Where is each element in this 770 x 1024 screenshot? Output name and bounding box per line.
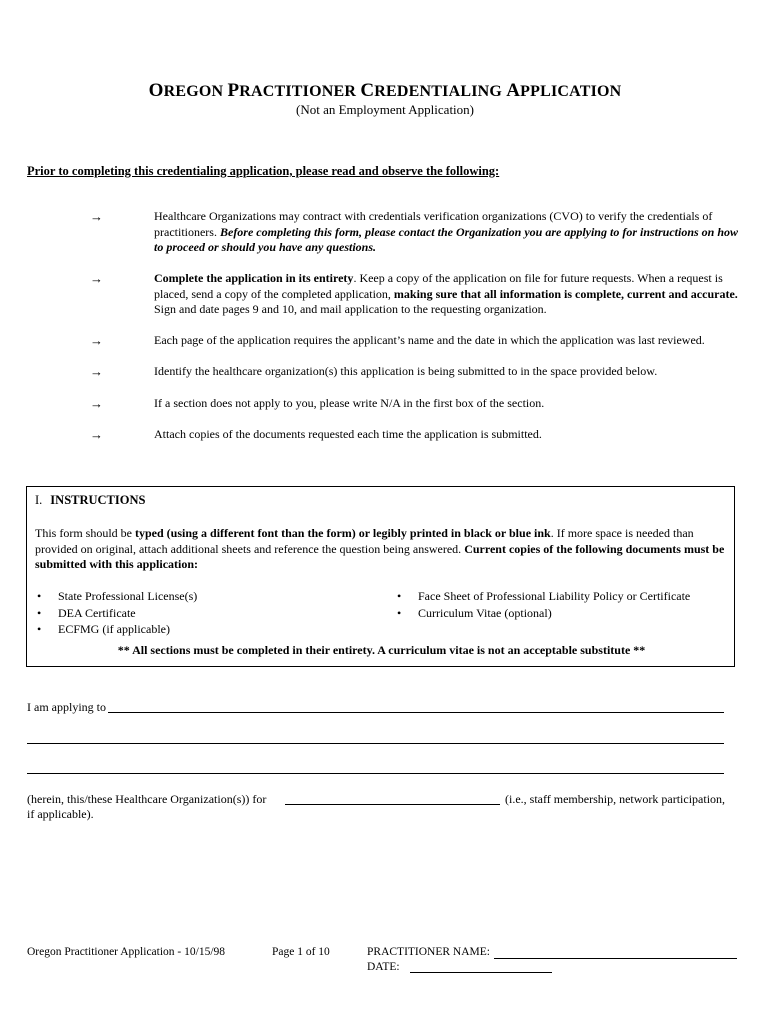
right-arrow-icon: → bbox=[90, 209, 103, 224]
list-item: • DEA Certificate bbox=[35, 605, 197, 622]
bullet-text: Each page of the application requires the applicant’s name and the date in which the application was last reviewed. bbox=[154, 333, 705, 347]
date-field[interactable] bbox=[410, 972, 552, 973]
purpose-example-label-cont: if applicable). bbox=[27, 807, 94, 821]
footer-page-number: Page 1 of 10 bbox=[272, 946, 330, 958]
footer-app-version: Oregon Practitioner Application - 10/15/98 bbox=[27, 946, 226, 958]
right-arrow-icon: → bbox=[90, 364, 103, 379]
right-arrow-icon: → bbox=[90, 427, 103, 442]
list-item: • ECFMG (if applicable) bbox=[35, 621, 197, 638]
right-arrow-icon: → bbox=[90, 271, 103, 286]
bullet-text: Attach copies of the documents requested each time the application is submitted. bbox=[154, 427, 542, 441]
applying-to-field-line-2[interactable] bbox=[27, 743, 724, 744]
bullet-text: Identify the healthcare organization(s) this application is being submitted to in the space provided below. bbox=[154, 364, 658, 378]
list-item: • Face Sheet of Professional Liability Policy or Certificate bbox=[395, 588, 690, 605]
right-arrow-icon: → bbox=[90, 333, 103, 348]
purpose-example-label: (i.e., staff membership, network participation, bbox=[505, 792, 726, 806]
page-title bbox=[0, 80, 770, 102]
practitioner-name-field[interactable] bbox=[494, 958, 737, 959]
right-arrow-icon: → bbox=[90, 396, 103, 411]
page-subtitle: (Not an Employment Application) bbox=[296, 102, 474, 117]
required-docs-list-right bbox=[395, 588, 690, 621]
bullet-text: If a section does not apply to you, please write N/A in the first box of the section. bbox=[154, 396, 545, 410]
instructions-paragraph: This form should be typed (using a different font than the form) or legibly printed in black or blue ink. If more space is needed than provided on original, attach additional sheets and reference the question being answered. Current copies of the following documents must be submitted with this application: bbox=[35, 526, 725, 571]
all-sections-note: ** All sections must be completed in their entirety. A curriculum vitae is not an acceptable substitute ** bbox=[117, 643, 646, 657]
list-item: • State Professional License(s) bbox=[35, 588, 197, 605]
required-docs-list-left bbox=[35, 588, 197, 638]
herein-label: (herein, this/these Healthcare Organization(s)) for bbox=[27, 792, 267, 806]
instructions-section bbox=[26, 486, 735, 667]
list-item: • Curriculum Vitae (optional) bbox=[395, 605, 690, 622]
title-word-2: PRACTITIONER bbox=[227, 80, 361, 101]
date-label: DATE: bbox=[367, 961, 400, 973]
title-word-3: CREDENTIALING bbox=[360, 80, 507, 101]
prior-heading: Prior to completing this credentialing application, please read and observe the following: bbox=[27, 164, 500, 178]
title-word-1: OREGON bbox=[148, 80, 228, 101]
purpose-field[interactable] bbox=[285, 804, 500, 805]
title-word-4: APPLICATION bbox=[506, 80, 622, 101]
instructions-heading: I. INSTRUCTIONS bbox=[35, 493, 146, 507]
practitioner-name-label: PRACTITIONER NAME: bbox=[367, 946, 490, 958]
applying-to-field[interactable] bbox=[108, 712, 724, 713]
bullet-text: Healthcare Organizations may contract with credentials verification organizations (CVO) to verify the credentials of practitioners. Before completing this form, please contact the Organization you are applying to for instructions on how to proceed or should you have any questions. bbox=[154, 209, 739, 254]
bullet-text: Complete the application in its entirety. Keep a copy of the application on file for future requests. When a request is placed, send a copy of the completed application, making sure that all information is complete, current and accurate. Sign and date pages 9 and 10, and mail application to the requesting organization. bbox=[154, 271, 738, 316]
applying-to-label: I am applying to bbox=[27, 700, 106, 714]
applying-to-field-line-3[interactable] bbox=[27, 773, 724, 774]
